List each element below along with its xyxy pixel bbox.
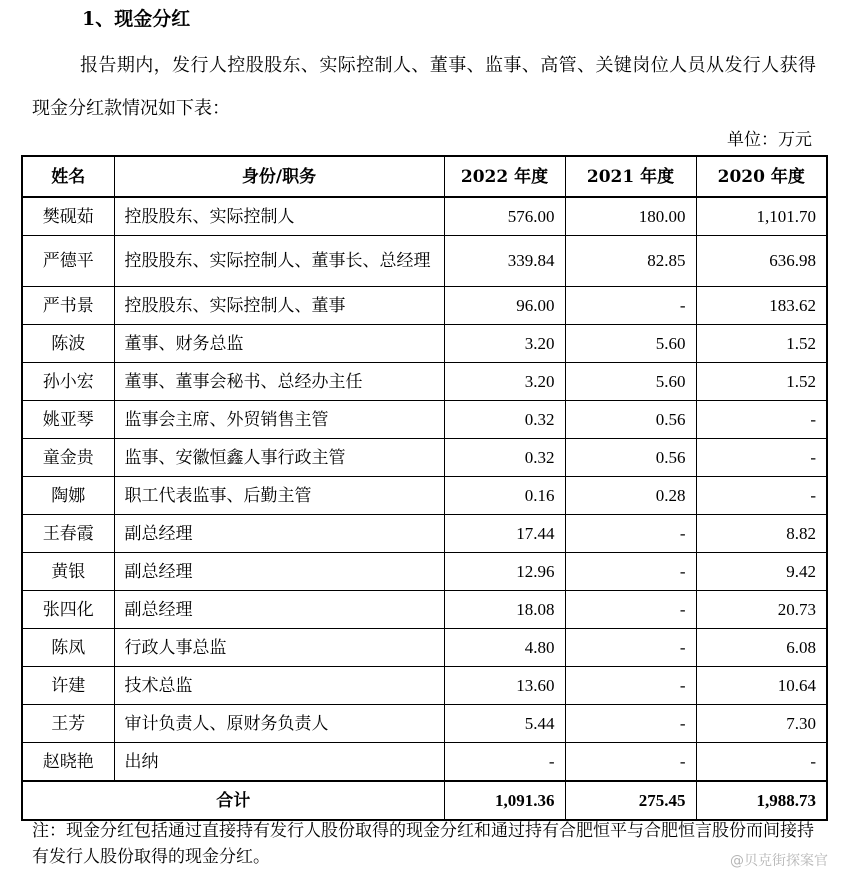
cell-2020: 8.82 [696, 515, 827, 553]
cell-2020: - [696, 439, 827, 477]
header-2021: 2021 年度 [565, 156, 696, 197]
header-2022: 2022 年度 [444, 156, 565, 197]
cell-2020: - [696, 743, 827, 782]
cell-name: 陈波 [22, 325, 114, 363]
table-row [22, 705, 827, 743]
cell-2022: 96.00 [444, 287, 565, 325]
cell-2021: 5.60 [565, 363, 696, 401]
cell-role: 控股股东、实际控制人、董事 [114, 287, 444, 325]
total-2022: 1,091.36 [444, 781, 565, 820]
total-2021: 275.45 [565, 781, 696, 820]
cell-role: 副总经理 [114, 553, 444, 591]
total-2020: 1,988.73 [696, 781, 827, 820]
cell-name: 陶娜 [22, 477, 114, 515]
table-row [22, 236, 827, 287]
unit-label: 单位：万元 [727, 130, 812, 150]
cell-2020: 1,101.70 [696, 197, 827, 236]
cell-name: 陈凤 [22, 629, 114, 667]
table-row [22, 591, 827, 629]
cell-name: 黄银 [22, 553, 114, 591]
cell-role: 副总经理 [114, 515, 444, 553]
cell-2022: 0.32 [444, 401, 565, 439]
cell-role: 控股股东、实际控制人、董事长、总经理 [114, 236, 444, 287]
cell-2021: - [565, 743, 696, 782]
cell-role: 技术总监 [114, 667, 444, 705]
table-row [22, 515, 827, 553]
cell-2022: 0.32 [444, 439, 565, 477]
cell-2022: 18.08 [444, 591, 565, 629]
cell-2022: 12.96 [444, 553, 565, 591]
section-heading: 1、现金分红 [82, 8, 191, 30]
cell-2022: 0.16 [444, 477, 565, 515]
table-row [22, 553, 827, 591]
cell-2020: - [696, 401, 827, 439]
cell-role: 监事会主席、外贸销售主管 [114, 401, 444, 439]
total-row [22, 781, 827, 820]
cell-2021: - [565, 591, 696, 629]
cell-2021: 180.00 [565, 197, 696, 236]
cell-2020: 1.52 [696, 325, 827, 363]
header-role: 身份/职务 [114, 156, 444, 197]
cell-role: 控股股东、实际控制人 [114, 197, 444, 236]
total-label: 合计 [22, 781, 444, 820]
cell-name: 严书景 [22, 287, 114, 325]
cell-name: 王芳 [22, 705, 114, 743]
cell-2021: 5.60 [565, 325, 696, 363]
cell-name: 樊砚茹 [22, 197, 114, 236]
cell-2020: 636.98 [696, 236, 827, 287]
table-row [22, 477, 827, 515]
table-row [22, 197, 827, 236]
table-row [22, 363, 827, 401]
cell-2022: 13.60 [444, 667, 565, 705]
cell-2022: 3.20 [444, 325, 565, 363]
cell-role: 董事、财务总监 [114, 325, 444, 363]
cell-2020: 9.42 [696, 553, 827, 591]
cell-role: 副总经理 [114, 591, 444, 629]
table-row [22, 287, 827, 325]
table-note: 注：现金分红包括通过直接持有发行人股份取得的现金分红和通过持有合肥恒平与合肥恒言股份而间接持有发行人股份取得的现金分红。 [32, 821, 814, 867]
cell-role: 董事、董事会秘书、总经办主任 [114, 363, 444, 401]
cell-2022: 3.20 [444, 363, 565, 401]
cell-2021: 0.56 [565, 401, 696, 439]
cell-2021: - [565, 553, 696, 591]
cell-2020: 20.73 [696, 591, 827, 629]
cell-2021: - [565, 705, 696, 743]
cell-2021: 0.56 [565, 439, 696, 477]
cell-2021: - [565, 515, 696, 553]
cell-role: 审计负责人、原财务负责人 [114, 705, 444, 743]
cell-2020: - [696, 477, 827, 515]
cell-2022: 17.44 [444, 515, 565, 553]
cell-2020: 6.08 [696, 629, 827, 667]
cell-role: 出纳 [114, 743, 444, 782]
cell-2022: 5.44 [444, 705, 565, 743]
cell-name: 童金贵 [22, 439, 114, 477]
cell-2022: - [444, 743, 565, 782]
cell-name: 王春霞 [22, 515, 114, 553]
header-name: 姓名 [22, 156, 114, 197]
intro-paragraph: 报告期内，发行人控股股东、实际控制人、董事、监事、高管、关键岗位人员从发行人获得现金分红款情况如下表： [32, 55, 816, 119]
cell-name: 严德平 [22, 236, 114, 287]
cell-role: 监事、安徽恒鑫人事行政主管 [114, 439, 444, 477]
cell-2022: 4.80 [444, 629, 565, 667]
table-header-row [22, 156, 827, 197]
cell-2021: - [565, 629, 696, 667]
cell-name: 孙小宏 [22, 363, 114, 401]
cell-2021: - [565, 287, 696, 325]
cell-2020: 10.64 [696, 667, 827, 705]
table-body [22, 197, 827, 820]
table-row [22, 401, 827, 439]
cell-name: 赵晓艳 [22, 743, 114, 782]
table-row [22, 629, 827, 667]
cell-2022: 339.84 [444, 236, 565, 287]
cell-2021: - [565, 667, 696, 705]
header-2020: 2020 年度 [696, 156, 827, 197]
cell-role: 行政人事总监 [114, 629, 444, 667]
cell-name: 姚亚琴 [22, 401, 114, 439]
table-row [22, 325, 827, 363]
cell-role: 职工代表监事、后勤主管 [114, 477, 444, 515]
watermark: @贝克街探案官 [730, 853, 828, 869]
cell-name: 张四化 [22, 591, 114, 629]
dividend-table [21, 155, 828, 821]
cell-2022: 576.00 [444, 197, 565, 236]
table-row [22, 667, 827, 705]
cell-2021: 0.28 [565, 477, 696, 515]
cell-2020: 183.62 [696, 287, 827, 325]
cell-2021: 82.85 [565, 236, 696, 287]
table-row [22, 743, 827, 782]
cell-2020: 1.52 [696, 363, 827, 401]
cell-2020: 7.30 [696, 705, 827, 743]
table-row [22, 439, 827, 477]
cell-name: 许建 [22, 667, 114, 705]
